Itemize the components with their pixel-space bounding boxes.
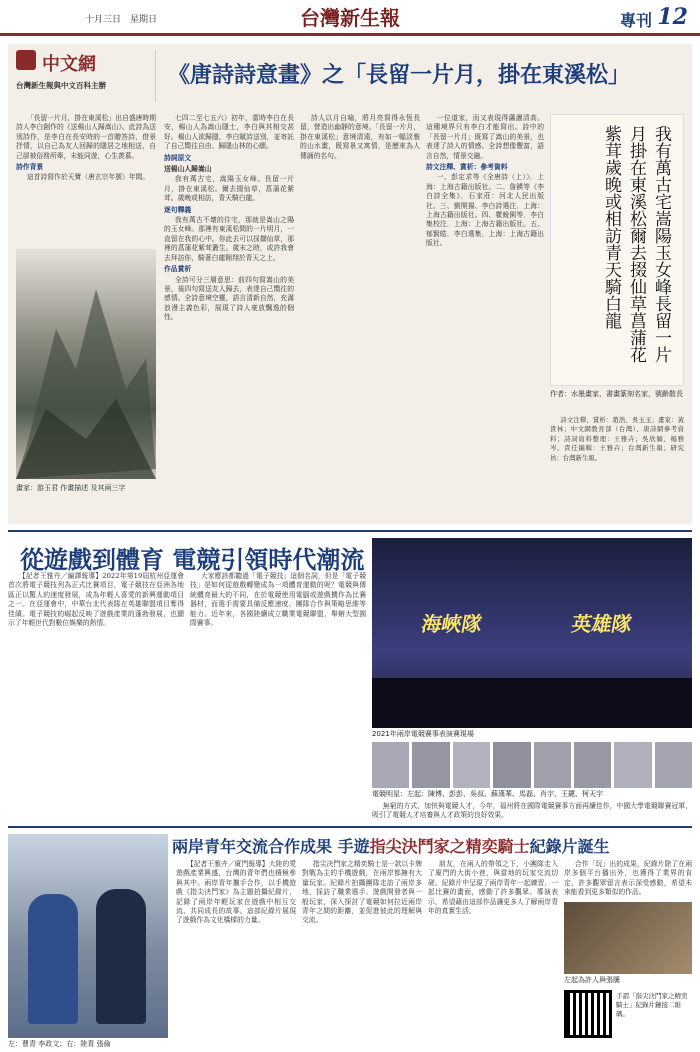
poem-col1: 「長留一片月，掛在東溪松」出自盛唐時期詩人李白創作的《送楊山人歸嵩山》。此詩為送別詩作，是李白在長安時的一首贈答詩，借景抒情，以自己為友人回歸的隱居之地相送，自己卻被俗務所牽，未能同遊，心生羨慕。 詩作背景 這首詩寫作於天寶（唐玄宗年號）年間。	[16, 114, 156, 182]
stage-banner-left: 海峽隊	[419, 612, 484, 636]
player-photo	[534, 742, 571, 788]
player-photo	[412, 742, 449, 788]
page-header	[0, 0, 700, 36]
mountain-art	[16, 249, 156, 479]
issue-date: 十月三日 星期日	[85, 15, 158, 25]
poem-col4: 一位道家，而又表現得瀟灑清高。這種境界只有李白才能寫出。詩中的「長留一片月」既寫了嵩山的美景，也表達了詩人的情感。全詩想像豐富，語言自然，情景交融。 詩文注釋、賞析：參考資料 一、彭定求等《全唐詩（上）》．上海：上海古籍出版社。二、詹鍈等《李白詩全集》．石家莊：河北人民出版社。三、劉開揚、李白詩選注．上海：上海古籍出版社。四、瞿蛻園等．李白集校注．上海：上海古籍出版社。五、郁賢皓．李白選集．上海：上海古籍出版社。	[426, 114, 544, 248]
player-portraits	[372, 742, 692, 788]
stage-banner-right: 英雄隊	[569, 612, 634, 636]
page-number: 12	[657, 4, 688, 30]
poem-section	[8, 44, 692, 524]
player-photo	[372, 742, 409, 788]
brand-box	[16, 50, 156, 102]
poem-col3: 詩人以月自喻，將月亮寫得永恆長留，營造出幽靜的意境。「長留一片月，掛在東溪松」意境清遠，有如一幅淡雅的山水畫，既寫景又寓情，是歷來為人傳誦的名句。	[300, 114, 420, 160]
brand-name: 中文網	[42, 54, 96, 75]
section-divider	[8, 530, 692, 532]
calligraphy-artwork	[550, 114, 684, 386]
youth-col1: 【記者王雅卉／廈門報導】大陸的愛遊戲產業興盛，台灣的青年們也積極參與其中。兩岸青年攜手合作，以手機遊戲《指尖決鬥家》為主題拍攝紀錄片，記錄了兩岸年輕玩家在遊戲中相互交流、共同成長的故事。這部紀錄片展現了遊戲作為文化橋樑的力量。	[176, 860, 296, 925]
qr-caption: 手謂「指尖決鬥家之精奕騎士」紀錄片鏈接二維碼。	[616, 992, 688, 1018]
esports-tail: 無窮的方式，加快與電競人才，今年，福州將在國際電競賽事方面再續佳作，中國大學電競聯賽冠軍，吸引了電競人才培養與人才政策的良好效果。	[372, 802, 692, 820]
youth-portrait-photo	[8, 834, 168, 1038]
stage-floor	[372, 678, 692, 728]
poem-col2: 七四二至七五六）初年，當時李白在長安，楊山人為嵩山隱士，李白與其相交甚好。楊山人欲歸隱，李白賦詩送別，並寄託了自己嚮往自由、歸隱山林的心願。 詩詞原文 送楊山人歸嵩山 我有萬古宅，嵩陽玉女峰。長留一片月，掛在東溪松。爾去掇仙草，菖蒲花紫茸。歲晚或相訪，青天騎白龍。 逐句釋義 我有萬古不壞的住宅，那就是嵩山之陽的玉女峰。那裡有東溪松間的一片明月，一直留在我的心中。你此去可以採擷仙草，那裡的菖蒲花紫茸叢生。歲末之時，或許我會去拜訪你，騎著白龍翱翔於青天之上。 作品賞析 全詩可分三層意思：前四句寫嵩山的美景，後四句寫送友人歸去，表達自己嚮往的感情。全詩意境空靈，語言清新自然，充滿浪漫主義色彩，展現了詩人豪放飄逸的個性。	[164, 114, 294, 322]
brand-subtitle: 台灣新生報與中文百科主辦	[16, 81, 106, 90]
player-photo	[493, 742, 530, 788]
esports-stage-photo	[372, 538, 692, 728]
esports-headline: 從遊戲到體育 電競引領時代潮流	[20, 546, 365, 574]
esports-col1: 【記者王雅卉／編譯報導】2022年第19屆杭州亞運會首次將電子競技列為正式比賽項目，電子競技在亞洲各地區正以驚人的速度發展，成為年輕人喜愛的新興運動項目之一。在亞運會中，中華台北代表隊在英雄聯盟項目奪得佳績。電子競技的崛起反映了遊戲產業的蓬勃發展，也顯示了年輕世代對數位娛樂的熱情。	[8, 572, 184, 628]
person-left	[28, 894, 78, 1024]
person-right	[96, 889, 146, 1024]
player-photo	[614, 742, 651, 788]
player-photo	[655, 742, 692, 788]
qr-code[interactable]	[564, 990, 612, 1038]
youth-col2: 指尖決鬥家之精奕騎士是一款以卡牌對戰為主的手機遊戲，在兩岸都擁有大量玩家。紀錄片拍攝團隊走訪了兩岸多地，採訪了職業選手、遊戲開發者與一般玩家，深入探討了電競如何拉近兩岸青年之間的距離，並促進彼此的理解與交流。	[302, 860, 422, 925]
youth-event-caption: 左起為許人與張騰	[564, 976, 620, 984]
youth-event-photo	[564, 902, 692, 974]
youth-headline-c: 紀錄片誕生	[529, 837, 610, 856]
players-caption: 電競明星：左起：陳博、彭彭、吳叔、蘇漢華、馬磊、肖宇、王鍵、柯天宇	[372, 790, 603, 798]
youth-photo-caption: 左：曹青 李政文；右：陸青 張倫	[8, 1040, 111, 1048]
section-label: 專刊	[619, 11, 652, 30]
calligraphy-caption: 作者：水墨畫家、書畫篆刻名家，號齡散長	[550, 390, 683, 398]
calligraphy-text: 我有萬古宅嵩陽玉女峰長留一片月掛在東溪松爾去掇仙草菖蒲花紫茸歲晚或相訪青天騎白龍	[601, 125, 671, 363]
painting-caption: 畫家：游玉君 作畫描述 及其兩三字	[16, 484, 126, 492]
landscape-painting	[16, 249, 156, 479]
youth-col4: 合作「玩」出的成果，紀錄片除了在兩岸多個平台播出外，也獲得了業界的肯定，許多觀眾留言表示深受感動，希望未來能看到更多類似的作品。	[564, 860, 692, 897]
player-photo	[574, 742, 611, 788]
brand-logo-icon	[16, 50, 36, 70]
esports-col2: 大家應該都聽過「電子競技」這個名詞，但是「電子競技」是如何從遊戲轉變成為一項體育運動的呢？電競與傳統體育最大的不同，在於電競使用電腦或遊戲機作為比賽器材，而選手需要具備反應速度、團隊合作與策略思維等能力。近年來，各國陸續成立職業電競聯盟，舉辦大型國際賽事。	[190, 572, 366, 628]
poem-headline: 《唐詩詩意畫》之「長留一片月，掛在東溪松」	[168, 63, 631, 88]
youth-headline	[172, 834, 610, 857]
masthead: 台灣新生報	[300, 6, 400, 30]
poem-credits: 詩文注釋、賞析：趙浩、吳玉玉；畫家：黃貴林；中文網教育部（台灣）、唐詩網參考資料；詩詞資料整理：王雅卉；吳欣穎、楊雅岑。責任編輯：王雅卉；台灣新生報；研究員：台灣新生報。	[550, 416, 684, 462]
player-photo	[453, 742, 490, 788]
youth-col3: 朋友，在兩人的帶領之下，小團隊走入了廈門的大街小巷，與當地的玩家交流切磋。紀錄片中呈現了兩岸青年一起練習、一起比賽的畫面，感動了許多觀眾。導演表示，希望藉由這部作品讓更多人了解兩岸青年的真實生活。	[428, 860, 558, 916]
youth-headline-a: 兩岸青年交流合作成果 手遊	[172, 837, 370, 856]
youth-headline-b: 指尖決鬥家之精奕騎士	[369, 837, 530, 856]
stage-caption: 2021年兩岸電競賽事表演賽現場	[372, 730, 474, 738]
section-divider	[8, 826, 692, 828]
